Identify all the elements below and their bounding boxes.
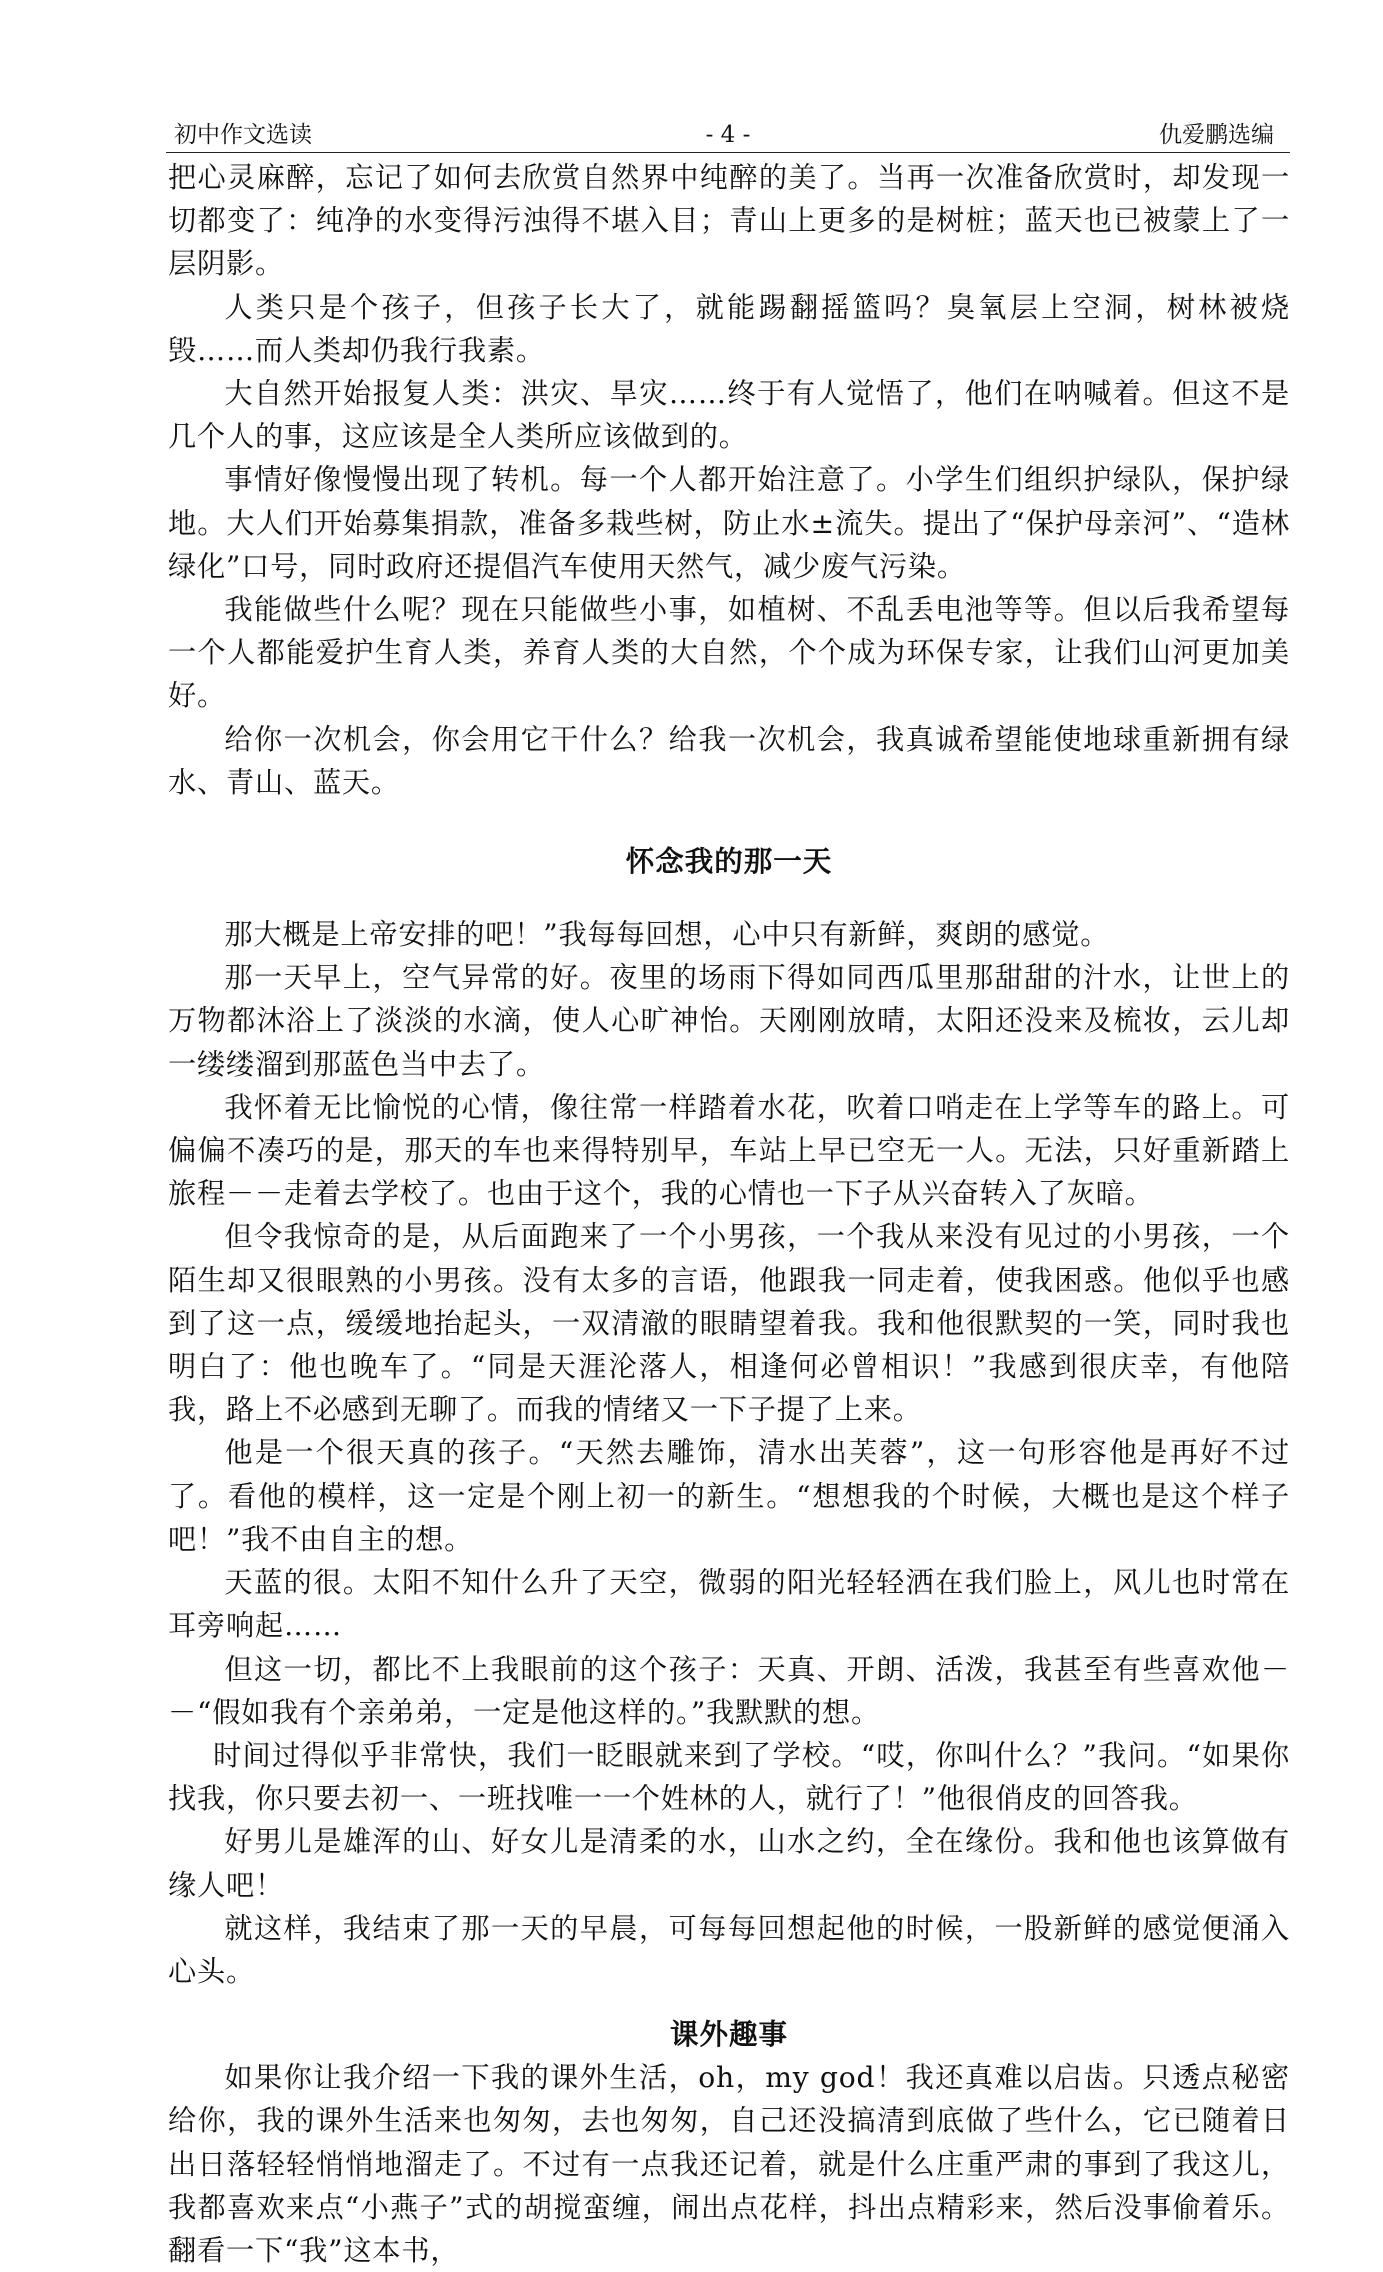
- paragraph: 人类只是个孩子，但孩子长大了，就能踢翻摇篮吗？臭氧层上空洞，树林被烧毁……而人类却仍我行我素。: [168, 290, 1290, 367]
- paragraph: 如果你让我介绍一下我的课外生活，oh，my god！我还真难以启齿。只透点秘密给你，我的课外生活来也匆匆，去也匆匆，自己还没搞清到底做了些什么，它已随着日出日落轻轻悄悄地溜走了。不过有一点我还记着，就是什么庄重严肃的事到了我这儿，我都喜欢来点“小燕子”式的胡搅蛮缠，闹出点花样，抖出点精彩来，然后没事偷着乐。翻看一下“我”这本书，: [168, 2061, 1290, 2267]
- editor-name: 仇爱鹏选编: [1159, 122, 1274, 148]
- paragraph: 好男儿是雄浑的山、好女儿是清柔的水，山水之约，全在缘份。我和他也该算做有缘人吧！: [168, 1825, 1290, 1902]
- page-number: - 4 -: [705, 122, 751, 148]
- paragraph: 他是一个很天真的孩子。“天然去雕饰，清水出芙蓉”，这一句形容他是再好不过了。看他的模样，这一定是个刚上初一的新生。“想想我的个时候，大概也是这个样子吧！”我不由自主的想。: [168, 1436, 1290, 1556]
- paragraph: 我怀着无比愉悦的心情，像往常一样踏着水花，吹着口哨走在上学等车的路上。可偏偏不凑巧的是，那天的车也来得特别早，车站上早已空无一人。无法，只好重新踏上旅程－－走着去学校了。也由于这个，我的心情也一下子从兴奋转入了灰暗。: [168, 1090, 1290, 1211]
- paragraph: 大自然开始报复人类：洪灾、旱灾……终于有人觉悟了，他们在呐喊着。但这不是几个人的事，这应该是全人类所应该做到的。: [168, 377, 1290, 454]
- article-title: 课外趣事: [669, 2017, 788, 2052]
- paragraph: 天蓝的很。太阳不知什么升了天空，微弱的阳光轻轻洒在我们脸上，风儿也时常在耳旁响起……: [168, 1566, 1290, 1643]
- paragraph: 时间过得似乎非常快，我们一眨眼就来到了学校。“哎，你叫什么？”我问。“如果你找我，你只要去初一、一班找唯一一个姓林的人，就行了！”他很俏皮的回答我。: [168, 1738, 1290, 1816]
- page-header: [166, 118, 1290, 153]
- paragraph: 事情好像慢慢出现了转机。每一个人都开始注意了。小学生们组织护绿队，保护绿地。大人们开始募集捐款，准备多栽些树，防止水±流失。提出了“保护母亲河”、“造林绿化”口号，同时政府还提倡汽车使用天然气，减少废气污染。: [168, 463, 1290, 583]
- paragraph: 给你一次机会，你会用它干什么？给我一次机会，我真诚希望能使地球重新拥有绿水、青山、蓝天。: [168, 722, 1290, 799]
- book-title: 初中作文选读: [174, 122, 312, 148]
- article-title: 怀念我的那一天: [625, 844, 833, 879]
- paragraph: 那一天早上，空气异常的好。夜里的场雨下得如同西瓜里那甜甜的汁水，让世上的万物都沐浴上了淡淡的水滴，使人心旷神怡。天刚刚放晴，太阳还没来及梳妆，云儿却一缕缕溜到那蓝色当中去了。: [168, 961, 1290, 1081]
- paragraph: 那大概是上帝安排的吧！”我每每回想，心中只有新鲜，爽朗的感觉。: [224, 918, 1110, 952]
- paragraph: 但令我惊奇的是，从后面跑来了一个小男孩，一个我从来没有见过的小男孩，一个陌生却又很眼熟的小男孩。没有太多的言语，他跟我一同走着，使我困惑。他似乎也感到了这一点，缓缓地抬起头，一双清澈的眼睛望着我。我和他很默契的一笑，同时我也明白了：他也晚车了。“同是天涯沦落人，相逢何必曾相识！”我感到很庆幸，有他陪我，路上不必感到无聊了。而我的情绪又一下子提了上来。: [168, 1220, 1290, 1427]
- paragraph: 就这样，我结束了那一天的早晨，可每每回想起他的时候，一股新鲜的感觉便涌入心头。: [168, 1911, 1290, 1988]
- paragraph: 我能做些什么呢？现在只能做些小事，如植树、不乱丢电池等等。但以后我希望每一个人都能爱护生育人类，养育人类的大自然，个个成为环保专家，让我们山河更加美好。: [168, 593, 1290, 713]
- paragraph: 把心灵麻醉，忘记了如何去欣赏自然界中纯醉的美了。当再一次准备欣赏时，却发现一切都变了：纯净的水变得污浊得不堪入目；青山上更多的是树桩；蓝天也已被蒙上了一层阴影。: [168, 161, 1290, 281]
- paragraph: 但这一切，都比不上我眼前的这个孩子：天真、开朗、活泼，我甚至有些喜欢他－－“假如我有个亲弟弟，一定是他这样的。”我默默的想。: [168, 1652, 1290, 1729]
- page-content: [168, 156, 1290, 2272]
